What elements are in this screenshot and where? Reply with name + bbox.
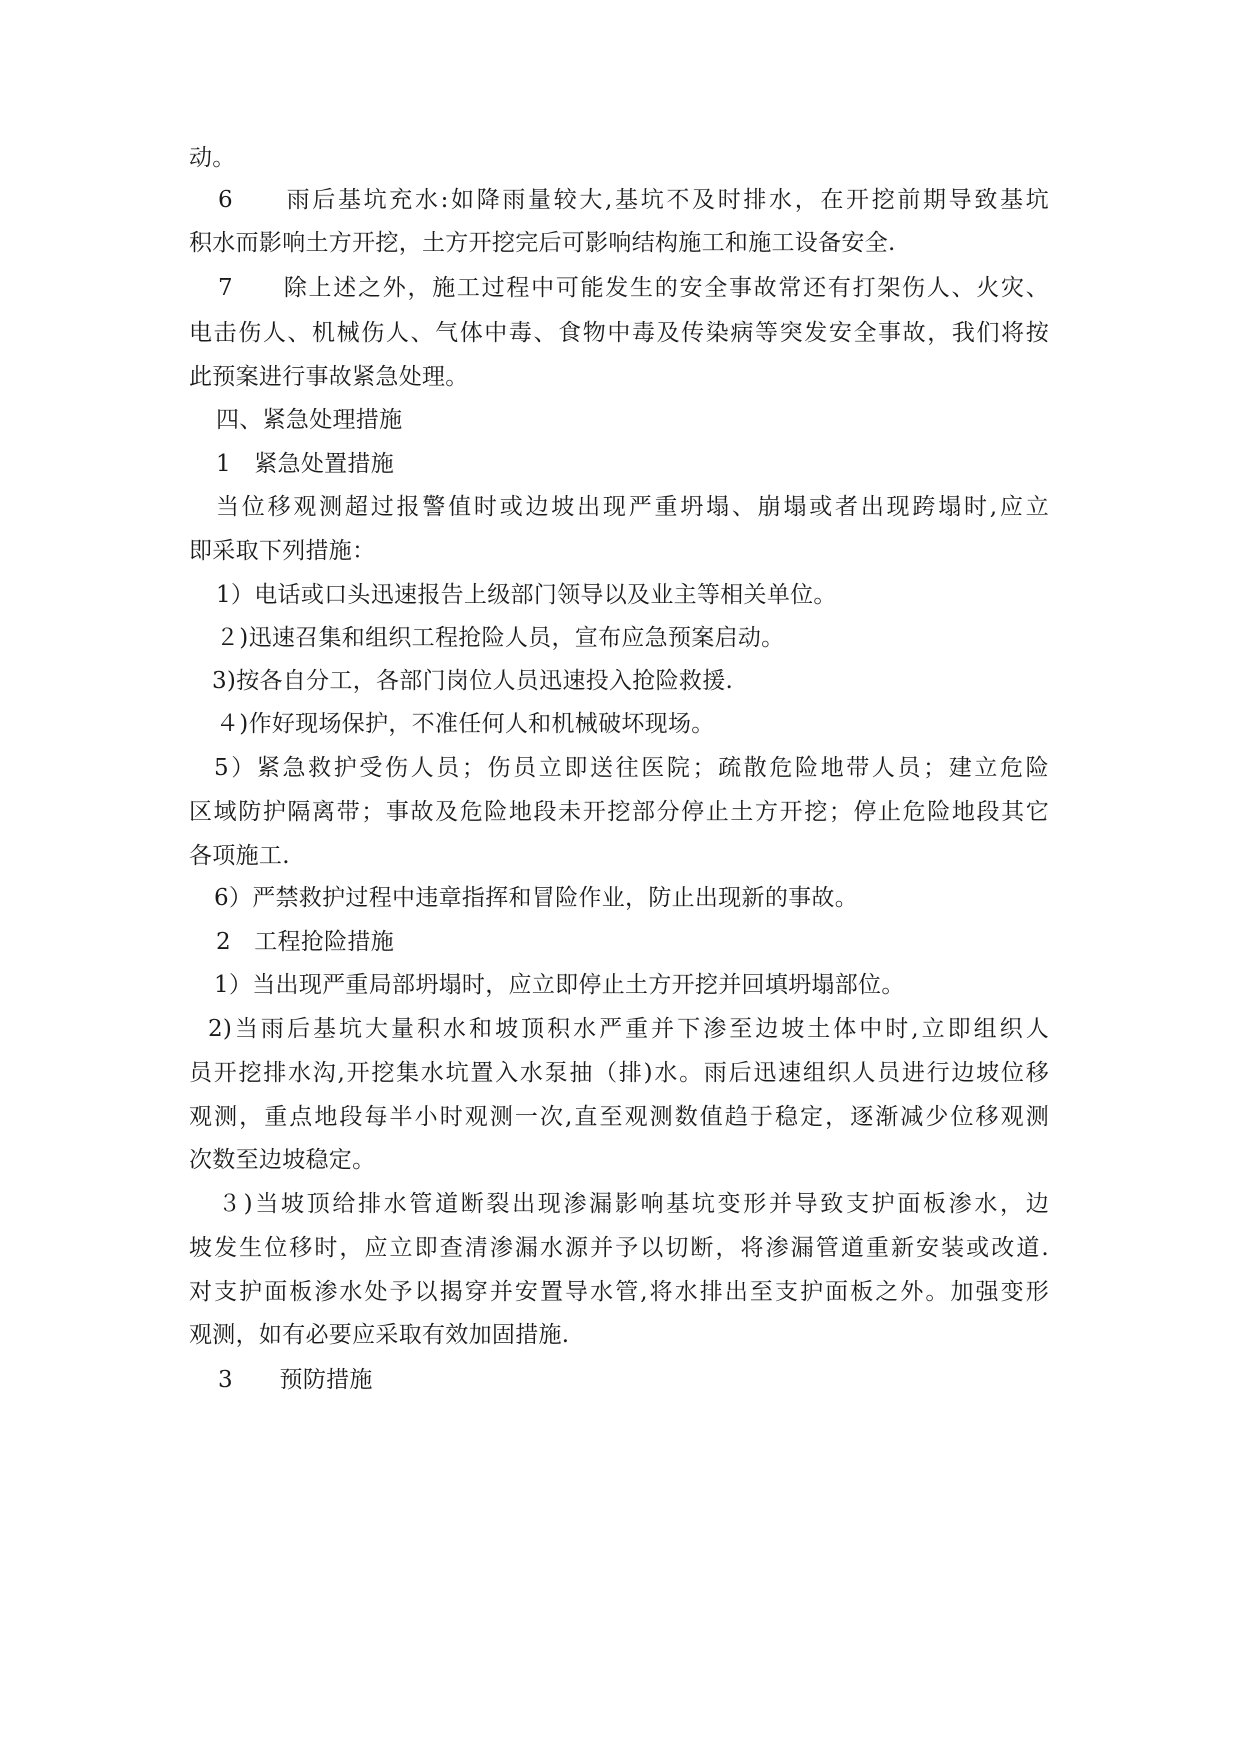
text-line: 观测，重点地段每半小时观测一次,直至观测数值趋于稳定，逐渐减少位移观测 [189, 1104, 1049, 1130]
section-heading: 四、紧急处理措施 [216, 407, 403, 433]
text-line: 此预案进行事故紧急处理。 [189, 364, 469, 390]
list-item: 6）严禁救护过程中违章指挥和冒险作业，防止出现新的事故。 [214, 885, 859, 911]
text-line: 动。 [189, 145, 236, 171]
text-line: 积水而影响土方开挖，土方开挖完后可影响结构施工和施工设备安全. [189, 230, 896, 256]
list-item: 5）紧急救护受伤人员；伤员立即送往医院；疏散危险地带人员；建立危险 [214, 755, 1049, 781]
list-item: 2)当雨后基坑大量积水和坡顶积水严重并下渗至边坡土体中时,立即组织人 [208, 1016, 1049, 1042]
list-item: 3)按各自分工，各部门岗位人员迅速投入抢险救援. [212, 668, 734, 694]
subsection-heading: 3 预防措施 [218, 1367, 373, 1393]
list-item: ４)作好现场保护，不准任何人和机械破坏现场。 [216, 711, 715, 737]
text-line: 7 除上述之外，施工过程中可能发生的安全事故常还有打架伤人、火灾、 [218, 275, 1049, 301]
text-line: 电击伤人、机械伤人、气体中毒、食物中毒及传染病等突发安全事故，我们将按 [189, 320, 1049, 346]
list-item: 1）当出现严重局部坍塌时，应立即停止土方开挖并回填坍塌部位。 [214, 972, 905, 998]
text-line: 即采取下列措施： [189, 538, 376, 564]
list-item: ２)迅速召集和组织工程抢险人员，宣布应急预案启动。 [216, 625, 785, 651]
list-item: ３)当坡顶给排水管道断裂出现渗漏影响基坑变形并导致支护面板渗水，边 [218, 1191, 1049, 1217]
text-line: 对支护面板渗水处予以揭穿并安置导水管,将水排出至支护面板之外。加强变形 [189, 1279, 1049, 1305]
text-line: 次数至边坡稳定。 [189, 1147, 376, 1173]
text-line: 观测，如有必要应采取有效加固措施. [189, 1322, 570, 1348]
text-line: 区域防护隔离带；事故及危险地段未开挖部分停止土方开挖；停止危险地段其它 [189, 799, 1049, 825]
text-line: 当位移观测超过报警值时或边坡出现严重坍塌、崩塌或者出现跨塌时,应立 [216, 494, 1049, 520]
list-item: 1）电话或口头迅速报告上级部门领导以及业主等相关单位。 [216, 582, 837, 608]
subsection-heading: 1 紧急处置措施 [216, 451, 395, 477]
text-line: 坡发生位移时，应立即查清渗漏水源并予以切断，将渗漏管道重新安装或改道. [189, 1235, 1049, 1261]
text-line: 6 雨后基坑充水:如降雨量较大,基坑不及时排水，在开挖前期导致基坑 [218, 187, 1049, 213]
text-line: 各项施工. [189, 843, 290, 869]
text-line: 员开挖排水沟,开挖集水坑置入水泵抽（排)水。雨后迅速组织人员进行边坡位移 [189, 1060, 1049, 1086]
subsection-heading: 2 工程抢险措施 [216, 929, 395, 955]
